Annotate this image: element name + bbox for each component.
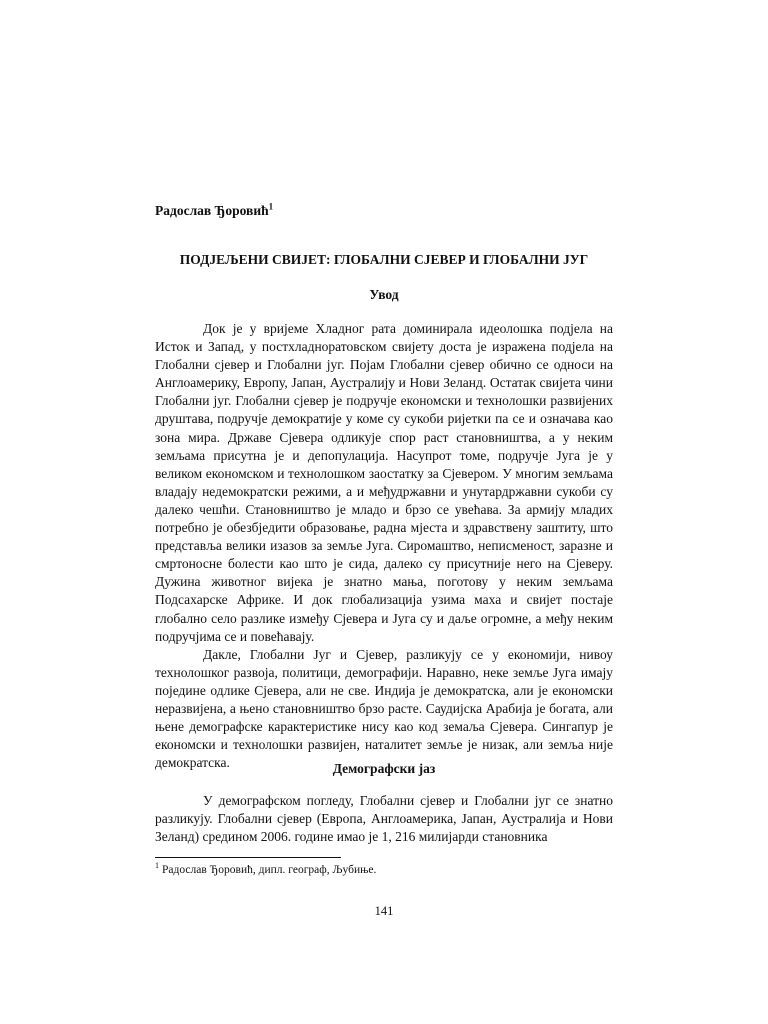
paragraph: Док је у вријеме Хладног рата доминирала идеолошка подјела на Исток и Запад, у постхладноратовском свијету доста је изражена подјела на Глобални сјевер и Глобални југ. Појам Глобални сјевер обично се односи на Англоамерику, Европу, Јапан, Аустралију и Нови Зеланд. Остатак свијета чини Глобални југ. Глобални сјевер је подручје економски и технолошки развијених друштава, подручје демократије у коме су сукоби ријетки па се и означава као зона мира. Државе Сјевера одликује спор раст становништва, а у неким земљама присутна је и депопулација. Насупрот томе, подручје Југа је у великом економском и технолошком заостатку за Сјевером. У многим земљама владају недемократски режими, а и међудржавни и унутардржавни сукоби су далеко чешћи. Становништво је младо и брзо се увећава. За армију младих потребно је обезбједити образовање, радна мјеста и здравствену заштиту, што представља велики изазов за земље Југа. Сиромаштво, неписменост, заразне и смртоносне болести као што је сида, далеко су присутније него на Сјеверу. Дужина животног вијека је знатно мања, поготову у неким земљама Подсахарске Африке. И док глобализација узима маха и свијет постаје глобално село разлике између Сјевера и Југа су и даље огромне, а међу неким подручјима се и повећавају. xyxy=(155,321,613,644)
paragraph: У демографском погледу, Глобални сјевер и Глобални југ се знатно разликују. Глобални сјевер (Европа, Англоамерика, Јапан, Аустралија и Нови Зеланд) средином 2006. године имао је 1, 216 милијарди становника xyxy=(155,793,613,845)
section-heading-demographic-gap: Демографски јаз xyxy=(332,761,436,776)
author-footnote-mark[interactable]: 1 xyxy=(268,201,274,212)
page-number: 141 xyxy=(374,904,394,918)
section-body-demographic-gap xyxy=(155,792,613,846)
footnote-text: Радослав Ђоровић, дипл. географ, Љубиње. xyxy=(162,864,377,876)
author-line xyxy=(155,203,273,219)
paragraph: Дакле, Глобални Југ и Сјевер, разликују се у економији, нивоу технолошког развоја, политици, демографији. Наравно, неке земље Југа имају поједине одлике Сјевера, али не све. Индија је демократска, али је економски неразвијена, а њено становништво брзо расте. Саудијска Арабија је богата, али њене демографске карактеристике нису као код земаља Сјевера. Сингапур је економски и технолошки развијен, наталитет земље је низак, али земља није демократска. xyxy=(155,646,613,771)
footnote-divider xyxy=(155,857,341,858)
section-heading-intro: Увод xyxy=(369,287,399,302)
article-title: ПОДЈЕЉЕНИ СВИЈЕТ: ГЛОБАЛНИ СЈЕВЕР И ГЛОБАЛНИ ЈУГ xyxy=(179,252,589,267)
footnote xyxy=(155,861,377,876)
footnote-mark: 1 xyxy=(155,861,159,871)
author-name: Радослав Ђоровић xyxy=(155,203,269,218)
section-body-intro xyxy=(155,320,613,772)
